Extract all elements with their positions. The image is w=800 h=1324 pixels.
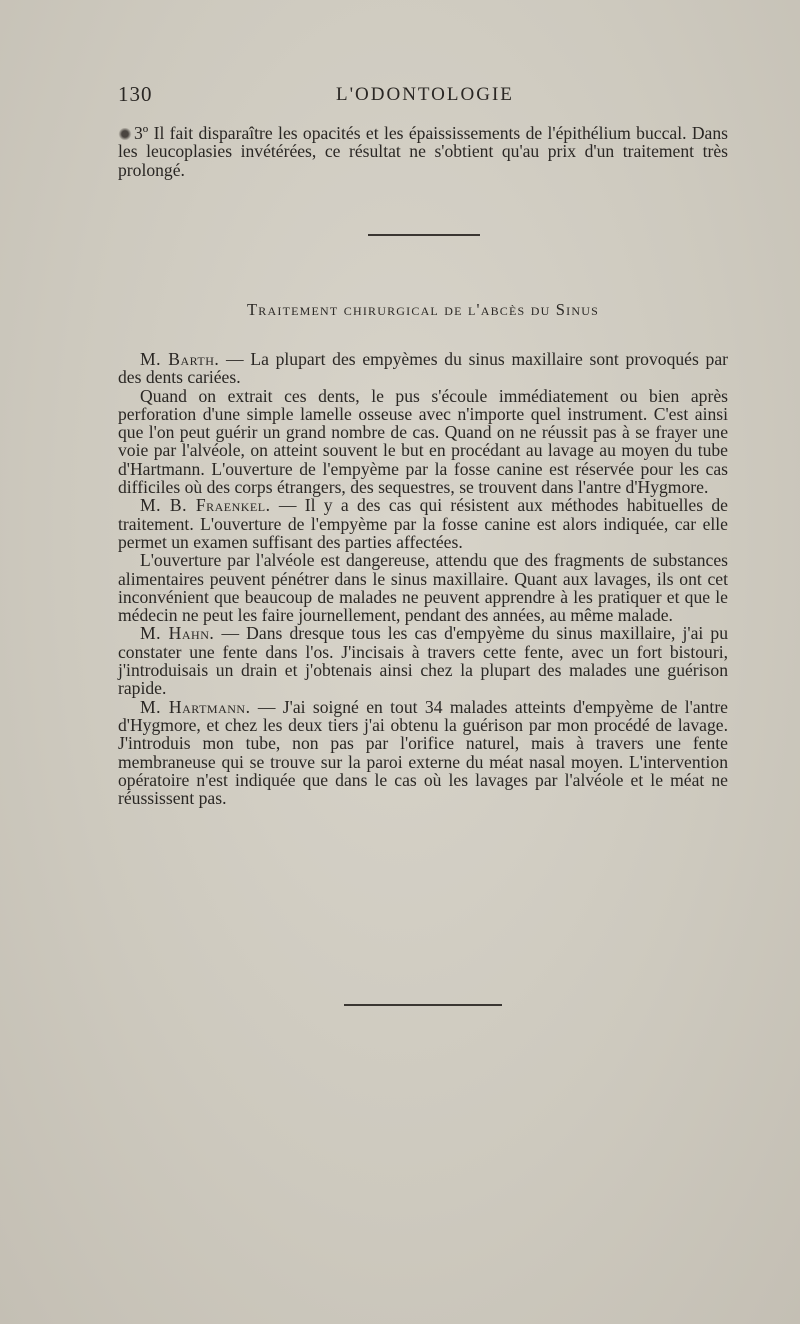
paragraph-text: — Il y a des cas qui résistent aux méthodes habituelles de traitement. L'ouverture de l'empyème par la fosse canine est alors indiquée, car elle permet un examen suffisant des parties affectées. bbox=[118, 495, 728, 552]
speaker-name: M. Hahn. bbox=[140, 623, 215, 644]
page-number: 130 bbox=[118, 82, 153, 106]
speaker-name: M. Hartmann. bbox=[140, 696, 251, 717]
paragraph bbox=[118, 350, 728, 387]
paragraph-text: L'ouverture par l'alvéole est dangereuse, attendu que des fragments de substances alimentaires peuvent pénétrer dans le sinus maxillaire. Quant aux lavages, ils ont cet inconvénient que beaucoup de malades ne peuvent apprendre à les pratiquer et que le médecin ne peut les faire journellement, pendant des années, au même malade. bbox=[118, 550, 728, 626]
separator-rule-bottom bbox=[344, 1004, 502, 1006]
intro-text bbox=[118, 124, 728, 179]
paragraph-text: — La plupart des empyèmes du sinus maxillaire sont provoqués par des dents cariées. bbox=[118, 349, 728, 388]
paragraph bbox=[118, 551, 728, 624]
ink-blot-icon bbox=[118, 128, 132, 140]
paragraph-text: — J'ai soigné en tout 34 malades atteints d'empyème de l'antre d'Hygmore, et chez les deux tiers j'ai obtenu la guérison par mon procédé de lavage. J'introduis mon tube, non pas par l'orifice naturel, mais à travers une fente membraneuse qui se trouve sur la paroi externe du méat nasal moyen. L'intervention opératoire n'est indiquée que dans le cas où les lavages par l'alvéole et le méat ne réussissent pas. bbox=[118, 696, 728, 809]
intro-paragraph-text: 3º Il fait disparaître les opacités et les épaississements de l'épithélium buccal. Dans les leucoplasies invétérées, ce résultat ne s'obtient qu'au prix d'un traitement très prolongé. bbox=[118, 123, 728, 180]
paragraph bbox=[118, 624, 728, 697]
paragraph bbox=[118, 496, 728, 551]
speaker-name: M. B. Fraenkel. bbox=[140, 495, 271, 516]
paragraph-text: Quand on extrait ces dents, le pus s'écoule immédiatement ou bien après perforation d'une simple lamelle osseuse avec n'importe quel instrument. C'est ainsi que l'on peut guérir un grand nombre de cas. Quand on ne réussit pas à se frayer une voie par l'alvéole, on atteint souvent le but en procédant au lavage au moyen du tube d'Hartmann. L'ouverture de l'empyème par la fosse canine est réservée pour les cas difficiles où des corps étrangers, des sequestres, se trouvent dans l'antre d'Hygmore. bbox=[118, 385, 728, 498]
page-header bbox=[118, 82, 730, 112]
intro-paragraph bbox=[118, 124, 728, 179]
running-title: L'ODONTOLOGIE bbox=[336, 84, 514, 105]
separator-rule-top bbox=[368, 234, 480, 236]
speaker-name: M. Barth. bbox=[140, 349, 220, 369]
body-text bbox=[118, 350, 728, 807]
paragraph bbox=[118, 698, 728, 808]
paragraph-text: — Dans dresque tous les cas d'empyème du sinus maxillaire, j'ai pu constater une fente dans l'os. J'incisais à travers cette fente, avec un fort bistouri, j'introduisais un drain et j'obtenais ainsi chez la plupart des malades une guérison rapide. bbox=[118, 623, 729, 699]
section-title: Traitement chirurgical de l'abcès du Sinus bbox=[247, 300, 599, 319]
paragraph bbox=[118, 387, 728, 497]
